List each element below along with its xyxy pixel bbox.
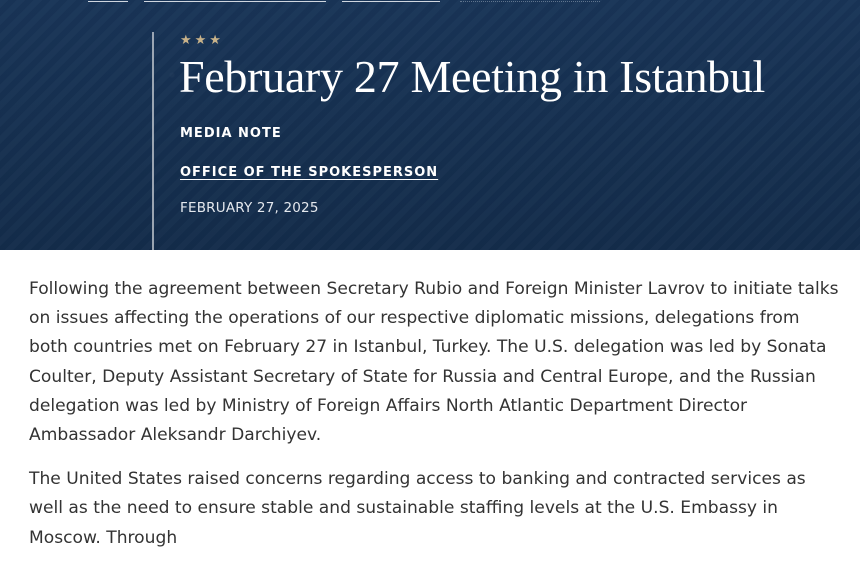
- header-divider: [152, 32, 154, 250]
- breadcrumb-link-home[interactable]: [88, 0, 128, 2]
- article-paragraph-1: Following the agreement between Secretary Rubio and Foreign Minister Lavrov to initiate talks on issues affecting the operations of our respective diplomatic missions, delegations from both countries met on February 27 in Istanbul, Turkey. The U.S. delegation was led by Sonata Coulter, Deputy Assistant Secretary of State for Russia and Central Europe, and the Russian delegation was led by Ministry of Foreign Affairs North Atlantic Department Director Ambassador Aleksandr Darchiyev.: [29, 279, 839, 446]
- breadcrumb: [88, 0, 600, 2]
- office-link[interactable]: OFFICE OF THE SPOKESPERSON: [180, 165, 439, 180]
- article-paragraph-2: The United States raised concerns regarding access to banking and contracted services as well as the need to ensure stable and sustainable staffing levels at the U.S. Embassy in Moscow. Through: [29, 469, 806, 548]
- publish-date: FEBRUARY 27, 2025: [180, 200, 319, 216]
- document-type-label: MEDIA NOTE: [180, 126, 282, 141]
- stars-icon: ★★★: [180, 32, 224, 47]
- article-body: [29, 275, 839, 568]
- page-title: February 27 Meeting in Istanbul: [179, 51, 766, 102]
- breadcrumb-link-subsection[interactable]: [342, 0, 440, 2]
- page-header: [0, 0, 860, 250]
- breadcrumb-current: [460, 0, 600, 2]
- breadcrumb-link-section[interactable]: [144, 0, 326, 2]
